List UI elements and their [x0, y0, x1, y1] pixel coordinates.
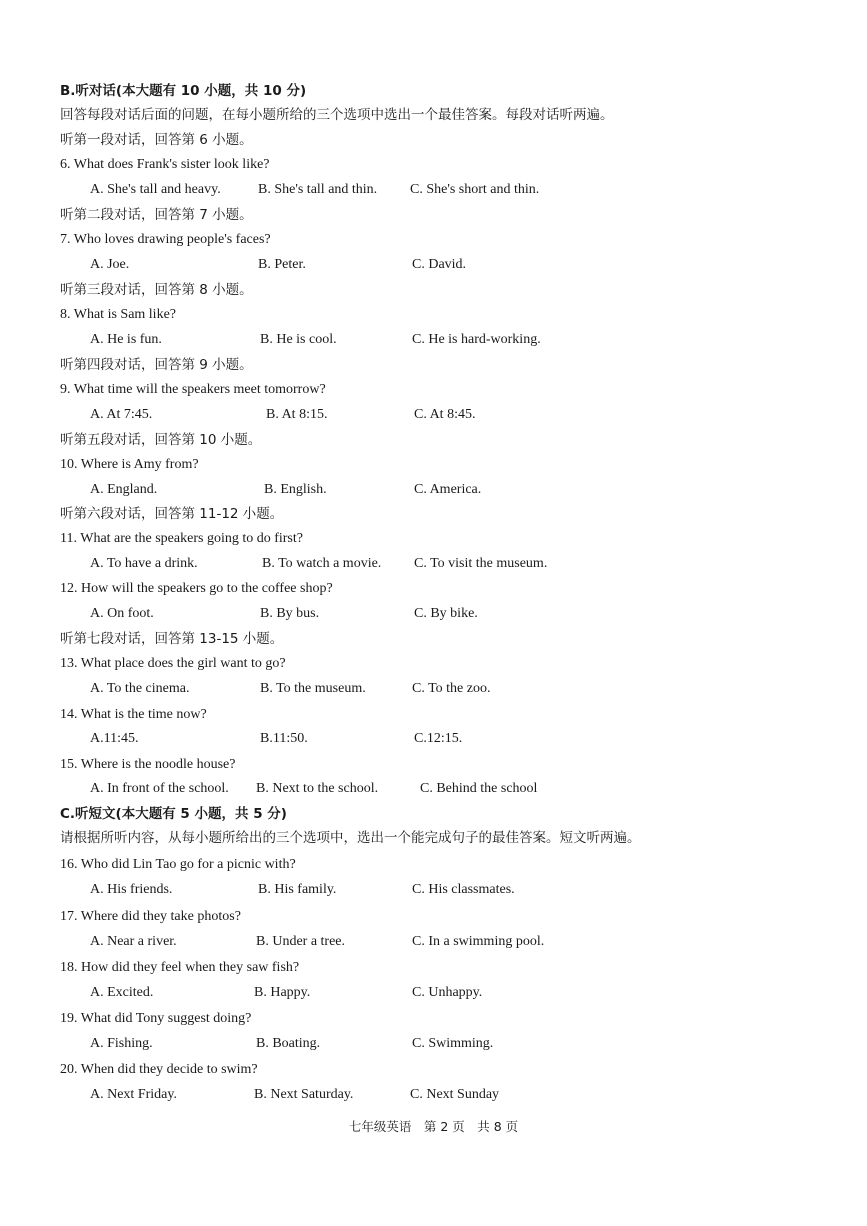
- listening-cue: 听第二段对话，回答第 7 小题。: [60, 207, 253, 223]
- question-9: 9. What time will the speakers meet tomorrow?: [60, 382, 326, 397]
- option-c: C. David.: [412, 257, 467, 272]
- question-20: 20. When did they decide to swim?: [60, 1062, 258, 1077]
- option-b: B. At 8:15.: [266, 407, 328, 422]
- option-b: B. To watch a movie.: [262, 556, 382, 571]
- question-13: 13. What place does the girl want to go?: [60, 656, 286, 671]
- option-b: B. He is cool.: [260, 332, 337, 347]
- option-b: B. Next Saturday.: [254, 1087, 354, 1102]
- listening-cue: 听第六段对话，回答第 11-12 小题。: [60, 506, 284, 522]
- question-11: 11. What are the speakers going to do first?: [60, 531, 303, 546]
- option-a: A. At 7:45.: [90, 407, 153, 422]
- option-c: C. His classmates.: [412, 882, 515, 897]
- section-b-instruction: 回答每段对话后面的问题，在每小题所给的三个选项中选出一个最佳答案。每段对话听两遍。: [60, 107, 614, 123]
- option-b: B. Under a tree.: [256, 934, 346, 949]
- question-14: 14. What is the time now?: [60, 707, 207, 722]
- option-a: A. To have a drink.: [90, 556, 198, 571]
- section-c-instruction: 请根据所听内容，从每小题所给出的三个选项中，选出一个能完成句子的最佳答案。短文听两遍。: [60, 830, 641, 846]
- option-b: B. She's tall and thin.: [258, 182, 378, 197]
- option-c: C. At 8:45.: [414, 407, 476, 422]
- option-a: A. To the cinema.: [90, 681, 190, 696]
- option-a: A. Excited.: [90, 985, 154, 1000]
- question-8: 8. What is Sam like?: [60, 307, 176, 322]
- option-a: A.11:45.: [90, 731, 139, 746]
- listening-cue: 听第五段对话，回答第 10 小题。: [60, 432, 262, 448]
- option-a: A. She's tall and heavy.: [90, 182, 221, 197]
- section-c-heading: C.听短文(本大题有 5 小题，共 5 分): [60, 806, 287, 822]
- option-b: B. Next to the school.: [256, 781, 379, 796]
- option-c: C. America.: [414, 482, 482, 497]
- option-b: B. Peter.: [258, 257, 306, 272]
- listening-cue: 听第四段对话，回答第 9 小题。: [60, 357, 253, 373]
- listening-cue: 听第三段对话，回答第 8 小题。: [60, 282, 253, 298]
- option-c: C. In a swimming pool.: [412, 934, 545, 949]
- option-b: B. By bus.: [260, 606, 320, 621]
- question-19: 19. What did Tony suggest doing?: [60, 1011, 252, 1026]
- option-a: A. He is fun.: [90, 332, 162, 347]
- option-c: C. She's short and thin.: [410, 182, 540, 197]
- question-12: 12. How will the speakers go to the coffee shop?: [60, 581, 333, 596]
- option-a: A. His friends.: [90, 882, 173, 897]
- option-b: B. English.: [264, 482, 327, 497]
- question-18: 18. How did they feel when they saw fish?: [60, 960, 300, 975]
- question-6: 6. What does Frank's sister look like?: [60, 157, 270, 172]
- option-b: B. To the museum.: [260, 681, 366, 696]
- option-b: B. His family.: [258, 882, 337, 897]
- option-a: A. Joe.: [90, 257, 130, 272]
- option-b: B.11:50.: [260, 731, 308, 746]
- option-c: C. Behind the school: [420, 781, 538, 796]
- listening-cue: 听第七段对话，回答第 13-15 小题。: [60, 631, 284, 647]
- option-c: C. He is hard-working.: [412, 332, 541, 347]
- question-15: 15. Where is the noodle house?: [60, 757, 236, 772]
- option-a: A. Next Friday.: [90, 1087, 177, 1102]
- option-b: B. Happy.: [254, 985, 311, 1000]
- page-footer: 七年级英语 第 2 页 共 8 页: [348, 1119, 519, 1134]
- option-c: C. To the zoo.: [412, 681, 491, 696]
- option-c: C. To visit the museum.: [414, 556, 548, 571]
- option-a: A. Fishing.: [90, 1036, 153, 1051]
- question-16: 16. Who did Lin Tao go for a picnic with?: [60, 857, 296, 872]
- option-a: A. On foot.: [90, 606, 154, 621]
- question-7: 7. Who loves drawing people's faces?: [60, 232, 271, 247]
- question-10: 10. Where is Amy from?: [60, 457, 199, 472]
- option-a: A. In front of the school.: [90, 781, 229, 796]
- option-b: B. Boating.: [256, 1036, 321, 1051]
- listening-cue: 听第一段对话，回答第 6 小题。: [60, 132, 253, 148]
- option-c: C. Swimming.: [412, 1036, 494, 1051]
- option-c: C. By bike.: [414, 606, 478, 621]
- option-c: C. Unhappy.: [412, 985, 483, 1000]
- question-17: 17. Where did they take photos?: [60, 909, 241, 924]
- option-c: C.12:15.: [414, 731, 463, 746]
- option-a: A. England.: [90, 482, 158, 497]
- option-c: C. Next Sunday: [410, 1087, 500, 1102]
- option-a: A. Near a river.: [90, 934, 177, 949]
- section-b-heading: B.听对话(本大题有 10 小题，共 10 分): [60, 83, 307, 99]
